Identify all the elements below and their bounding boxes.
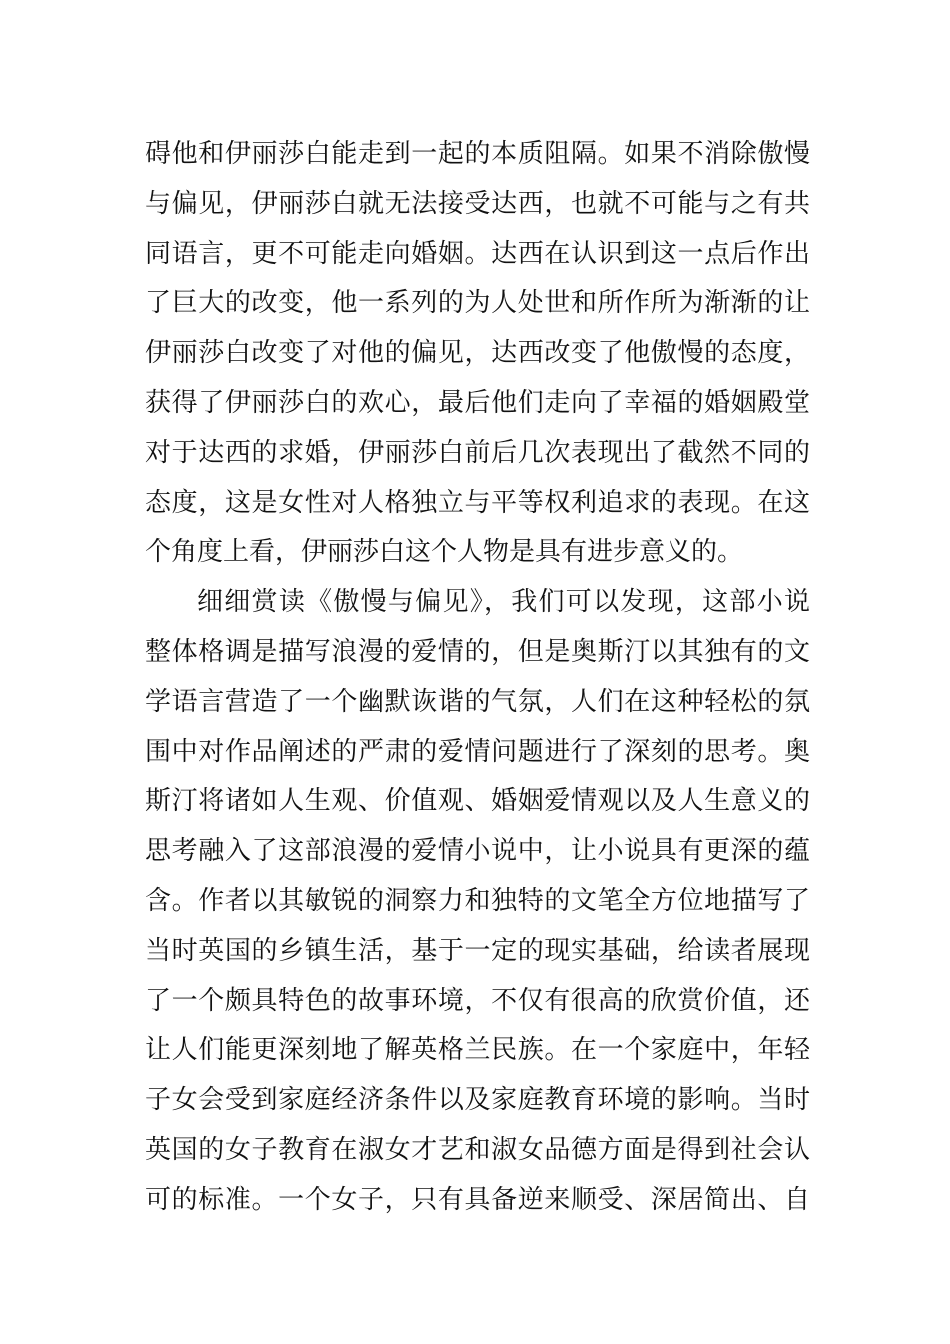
text-line: 含。作者以其敏锐的洞察力和独特的文笔全方位地描写了 [145,885,810,916]
text-line: 整体格调是描写浪漫的爱情的，但是奥斯汀以其独有的文 [145,636,810,667]
text-line: 与偏见，伊丽莎白就无法接受达西，也就不可能与之有共 [145,188,810,219]
text-line: 学语言营造了一个幽默诙谐的气氛，人们在这种轻松的氛 [145,686,810,717]
text-line: 可的标准。一个女子，只有具备逆来顺受、深居简出、自 [145,1184,810,1215]
text-line: 同语言，更不可能走向婚姻。达西在认识到这一点后作出 [145,238,810,269]
text-line: 思考融入了这部浪漫的爱情小说中，让小说具有更深的蕴 [145,836,810,867]
text-line: 英国的女子教育在淑女才艺和淑女品德方面是得到社会认 [145,1134,810,1165]
text-line: 当时英国的乡镇生活，基于一定的现实基础，给读者展现 [145,935,810,966]
text-line: 让人们能更深刻地了解英格兰民族。在一个家庭中，年轻 [145,1035,810,1066]
text-line: 伊丽莎白改变了对他的偏见，达西改变了他傲慢的态度， [145,338,810,369]
paragraph-start-line: 细细赏读《傲慢与偏见》，我们可以发现，这部小说 [197,587,810,618]
text-line: 了巨大的改变，他一系列的为人处世和所作所为渐渐的让 [145,288,810,319]
text-line: 对于达西的求婚，伊丽莎白前后几次表现出了截然不同的 [145,437,810,468]
text-line: 围中对作品阐述的严肃的爱情问题进行了深刻的思考。奥 [145,736,810,767]
text-line: 子女会受到家庭经济条件以及家庭教育环境的影响。当时 [145,1085,810,1116]
text-line: 斯汀将诸如人生观、价值观、婚姻爱情观以及人生意义的 [145,786,810,817]
text-line: 了一个颇具特色的故事环境，不仅有很高的欣赏价值，还 [145,985,810,1016]
text-line: 态度，这是女性对人格独立与平等权利追求的表现。在这 [145,487,810,518]
paragraph-end-line: 个角度上看，伊丽莎白这个人物是具有进步意义的。 [145,537,744,568]
text-line: 碍他和伊丽莎白能走到一起的本质阻隔。如果不消除傲慢 [145,139,810,169]
text-line: 获得了伊丽莎白的欢心，最后他们走向了幸福的婚姻殿堂 [145,387,810,418]
body-text [145,130,810,1226]
